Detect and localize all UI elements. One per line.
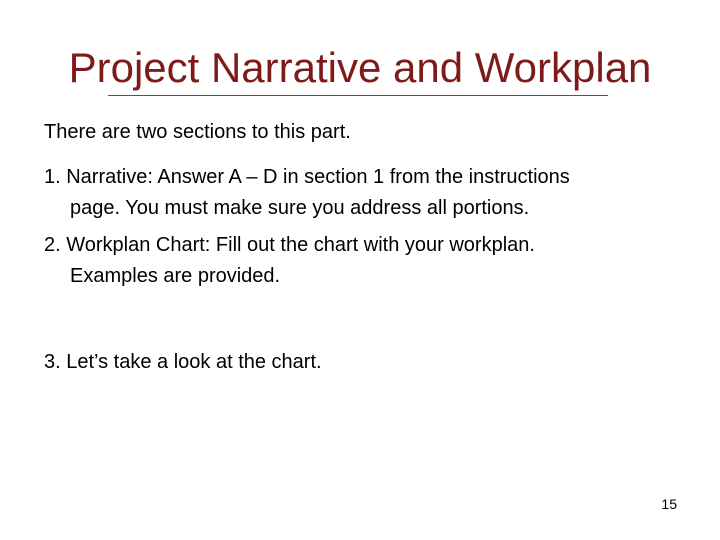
page-number: 15	[661, 496, 677, 512]
list-item-line: 2. Workplan Chart: Fill out the chart with your workplan.	[44, 234, 535, 256]
list-item-narrative	[44, 162, 570, 224]
title-divider	[108, 95, 608, 96]
list-item-look-at-chart	[44, 347, 322, 378]
slide-title: Project Narrative and Workplan	[68, 44, 652, 91]
intro-text: There are two sections to this part.	[44, 121, 351, 143]
list-item-workplan-chart	[44, 230, 535, 292]
list-item-line: 3. Let’s take a look at the chart.	[44, 351, 322, 373]
list-item-line: Examples are provided.	[70, 265, 281, 287]
list-item-line: 1. Narrative: Answer A – D in section 1 from the instructions	[44, 166, 570, 188]
list-item-line: page. You must make sure you address all portions.	[70, 197, 530, 219]
